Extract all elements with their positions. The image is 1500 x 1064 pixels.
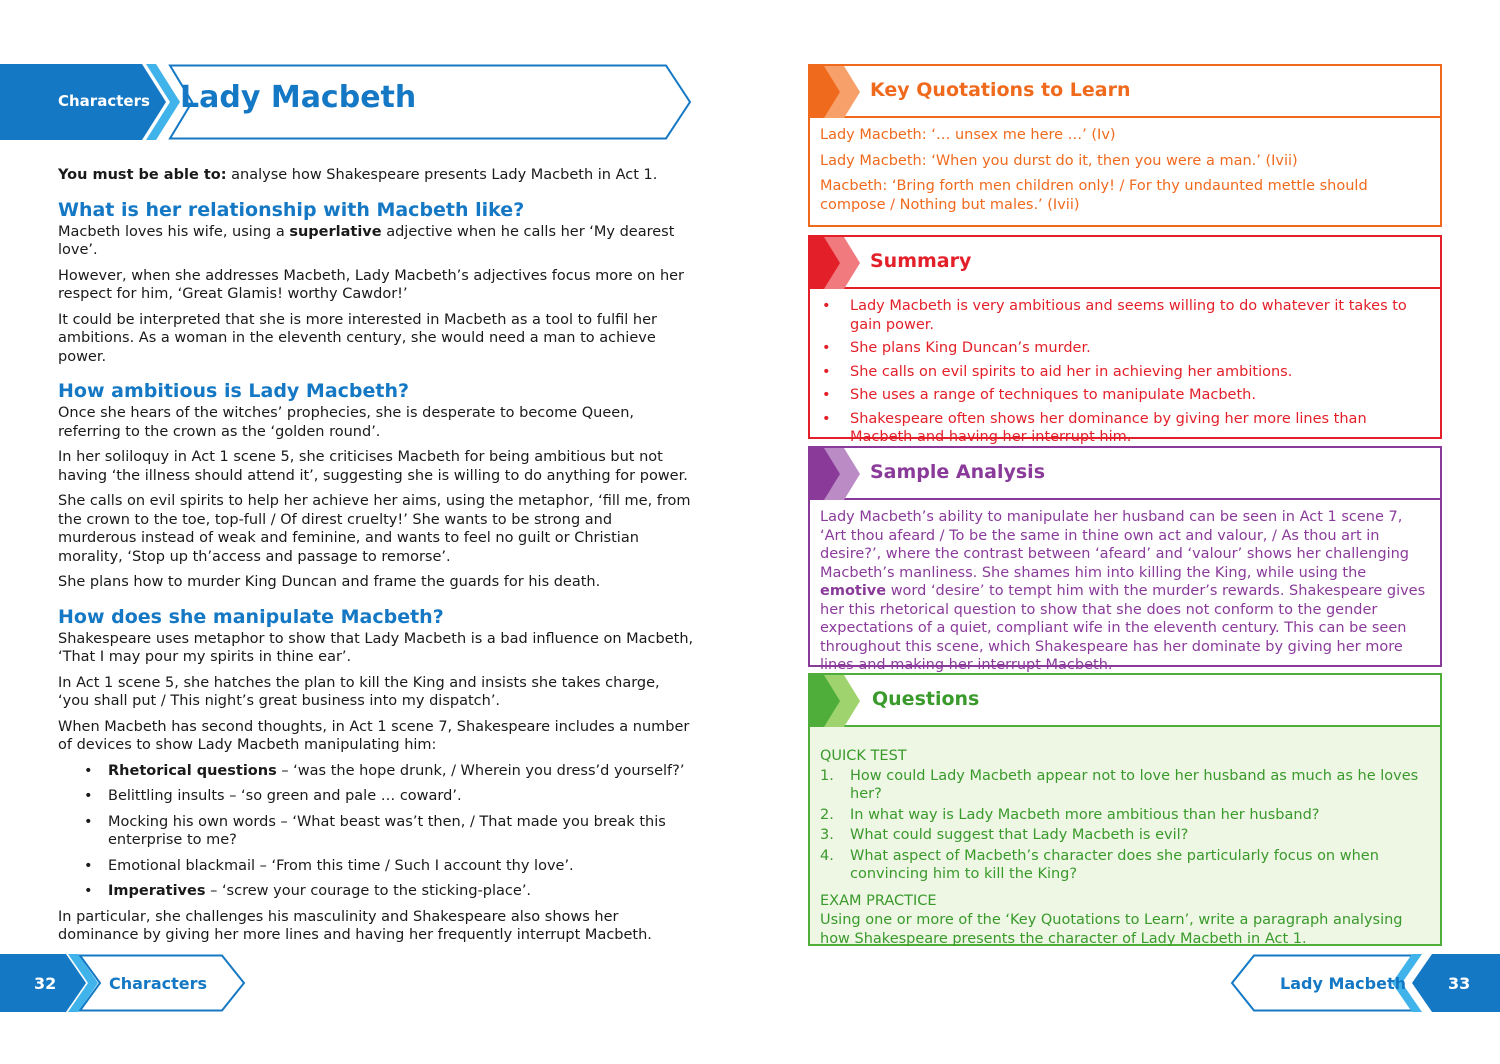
- sample-analysis-box: [808, 446, 1442, 673]
- question-item: [820, 826, 1430, 845]
- summary-list: [820, 297, 1430, 447]
- paragraph: In her soliloquy in Act 1 scene 5, she criticises Macbeth for being ambitious but not having ‘the illness should attend it’, suggesting she is willing to do anything for power.: [58, 449, 688, 484]
- question-text: What aspect of Macbeth’s character does she particularly focus on when convincing him to kill the King?: [850, 847, 1379, 882]
- left-column: [58, 166, 694, 952]
- paragraph: She plans how to murder King Duncan and frame the guards for his death.: [58, 574, 601, 590]
- questions-box: [808, 673, 1442, 946]
- question-number: 4.: [820, 847, 834, 864]
- list-item: • She calls on evil spirits to aid her in achieving her ambitions.: [820, 363, 1430, 382]
- question-number: 1.: [820, 767, 834, 784]
- box-header: [810, 237, 1440, 289]
- quick-test-list: [820, 767, 1430, 884]
- quotation: Lady Macbeth: ‘… unsex me here …’ (Iv): [820, 127, 1116, 143]
- page-title: Lady Macbeth: [180, 80, 417, 115]
- quotation: Macbeth: ‘Bring forth men children only! / For thy undaunted mettle should compose / Nothing but males.’ (Ivii): [820, 178, 1368, 213]
- question-text: How could Lady Macbeth appear not to love her husband as much as he loves her?: [850, 767, 1419, 802]
- chapter-header: [0, 64, 695, 140]
- text-run: word ‘desire’ to tempt him with the murder’s rewards. Shakespeare gives her this rhetorical question to show that she does not conform to the gender expectations of a quiet, compliant wife in the eleventh century. This can be seen throughout this scene, which Shakespeare has her dominate by giving her more lines and making her interrupt Macbeth.: [820, 583, 1426, 673]
- paragraph: [58, 223, 694, 260]
- learning-objective: [58, 166, 694, 185]
- right-footer: [1228, 954, 1500, 1012]
- red-chevron-icon: [810, 237, 870, 289]
- objective-label: You must be able to:: [58, 167, 227, 183]
- list-item: [84, 857, 694, 876]
- paragraph: However, when she addresses Macbeth, Lady Macbeth’s adjectives focus more on her respect for him, ‘Great Glamis! worthy Cawdor!’: [58, 267, 685, 302]
- question-number: 3.: [820, 827, 834, 843]
- purple-chevron-icon: [810, 448, 870, 500]
- box-header: [810, 448, 1440, 500]
- objective-text: analyse how Shakespeare presents Lady Macbeth in Act 1.: [226, 167, 658, 183]
- text-run: Mocking his own words – ‘What beast was’t then, / That made you break this enterprise to me?: [108, 813, 666, 848]
- key-quotations-box: [808, 64, 1442, 227]
- text-run: adjective when he calls her ‘My dearest love’.: [58, 223, 675, 258]
- exam-practice-text: Using one or more of the ‘Key Quotations to Learn’, write a paragraph analysing how Shakespeare presents the character of Lady Macbeth in Act 1.: [820, 912, 1403, 947]
- quotation: Lady Macbeth: ‘When you durst do it, then you were a man.’ (Ivii): [820, 152, 1298, 169]
- left-footer: [0, 954, 250, 1012]
- paragraph: Shakespeare uses metaphor to show that Lady Macbeth is a bad influence on Macbeth, ‘That I may pour my spirits in thine ear’.: [58, 630, 694, 665]
- question-text: What could suggest that Lady Macbeth is evil?: [850, 827, 1189, 843]
- box-body: [810, 118, 1440, 222]
- box-title: Summary: [870, 250, 972, 272]
- box-header: [810, 66, 1440, 118]
- heading-relationship: What is her relationship with Macbeth like?: [58, 198, 525, 221]
- box-body: [810, 727, 1440, 956]
- green-chevron-icon: [810, 675, 870, 727]
- summary-box: [808, 235, 1442, 445]
- question-item: [820, 767, 1430, 804]
- key-term: superlative: [289, 223, 382, 240]
- heading-manipulation: How does she manipulate Macbeth?: [58, 605, 444, 628]
- quick-test-label: QUICK TEST: [820, 748, 907, 764]
- paragraph: Once she hears of the witches’ prophecies, she is desperate to become Queen, referring to the crown as the ‘golden round’.: [58, 405, 635, 440]
- devices-list: [84, 762, 694, 901]
- question-item: [820, 806, 1430, 825]
- key-term: Rhetorical questions: [108, 762, 277, 779]
- question-number: 2.: [820, 806, 834, 823]
- key-term: Imperatives: [108, 883, 206, 899]
- key-term: emotive: [820, 583, 887, 599]
- box-title: Key Quotations to Learn: [870, 79, 1131, 101]
- paragraph: In Act 1 scene 5, she hatches the plan to kill the King and insists she takes charge, ‘you shall put / This night’s great business into my dispatch’.: [58, 674, 660, 709]
- text-run: Belittling insults – ‘so green and pale … coward’.: [108, 788, 462, 804]
- list-item: [84, 787, 694, 806]
- question-text: In what way is Lady Macbeth more ambitious than her husband?: [850, 806, 1320, 823]
- list-item: [84, 882, 694, 901]
- list-item: • She plans King Duncan’s murder.: [820, 339, 1430, 358]
- page-number: 32: [34, 974, 57, 993]
- paragraph: She calls on evil spirits to help her achieve her aims, using the metaphor, ‘fill me, from the crown to the toe, top-full / Of direst cruelty!’ She wants to be strong and murderous instead of weak and feminine, and wants to feel no guilt or Christian morality, ‘Stop up th’access and passage to remorse’.: [58, 493, 691, 565]
- box-header: [810, 675, 1440, 727]
- analysis-paragraph: [820, 508, 1430, 675]
- exam-practice-label: EXAM PRACTICE: [820, 892, 937, 909]
- paragraph: When Macbeth has second thoughts, in Act 1 scene 7, Shakespeare includes a number of devices to show Lady Macbeth manipulating him:: [58, 718, 690, 753]
- list-item: [84, 762, 694, 781]
- heading-ambition: How ambitious is Lady Macbeth?: [58, 380, 410, 402]
- footer-title-link[interactable]: Lady Macbeth: [1280, 974, 1406, 993]
- box-title: Sample Analysis: [870, 461, 1045, 483]
- list-item: • She uses a range of techniques to manipulate Macbeth.: [820, 386, 1430, 405]
- text-run: – ‘screw your courage to the sticking-place’.: [205, 883, 532, 899]
- paragraph: It could be interpreted that she is more interested in Macbeth as a tool to fulfil her ambitions. As a woman in the eleventh century, she would need a man to achieve power.: [58, 311, 657, 365]
- list-item: • Shakespeare often shows her dominance by giving her more lines than Macbeth and having her interrupt him.: [820, 410, 1430, 447]
- text-run: – ‘was the hope drunk, / Wherein you dress’d yourself?’: [276, 762, 685, 779]
- box-body: [810, 500, 1440, 683]
- orange-chevron-icon: [810, 66, 870, 118]
- footer-section-link[interactable]: Characters: [109, 974, 208, 993]
- box-title: Questions: [872, 688, 980, 710]
- text-run: Lady Macbeth’s ability to manipulate her husband can be seen in Act 1 scene 7, ‘Art thou afeard / To be the same in thine own act and valour, / As thou art in desire?’, where the contrast between ‘afeard’ and ‘valour’ shows her challenging Macbeth’s manliness. She shames him into killing the King, while using the: [820, 509, 1409, 581]
- box-body: [810, 289, 1440, 460]
- list-item: [84, 813, 694, 850]
- section-label: Characters: [58, 92, 150, 110]
- question-item: [820, 847, 1430, 884]
- paragraph: In particular, she challenges his masculinity and Shakespeare also shows her dominance by giving her more lines and having her frequently interrupt Macbeth.: [58, 908, 652, 943]
- text-run: Macbeth loves his wife, using a: [58, 223, 290, 240]
- text-run: Emotional blackmail – ‘From this time / Such I account thy love’.: [108, 857, 574, 874]
- list-item: • Lady Macbeth is very ambitious and seems willing to do whatever it takes to gain power.: [820, 297, 1430, 334]
- page-number: 33: [1448, 974, 1471, 993]
